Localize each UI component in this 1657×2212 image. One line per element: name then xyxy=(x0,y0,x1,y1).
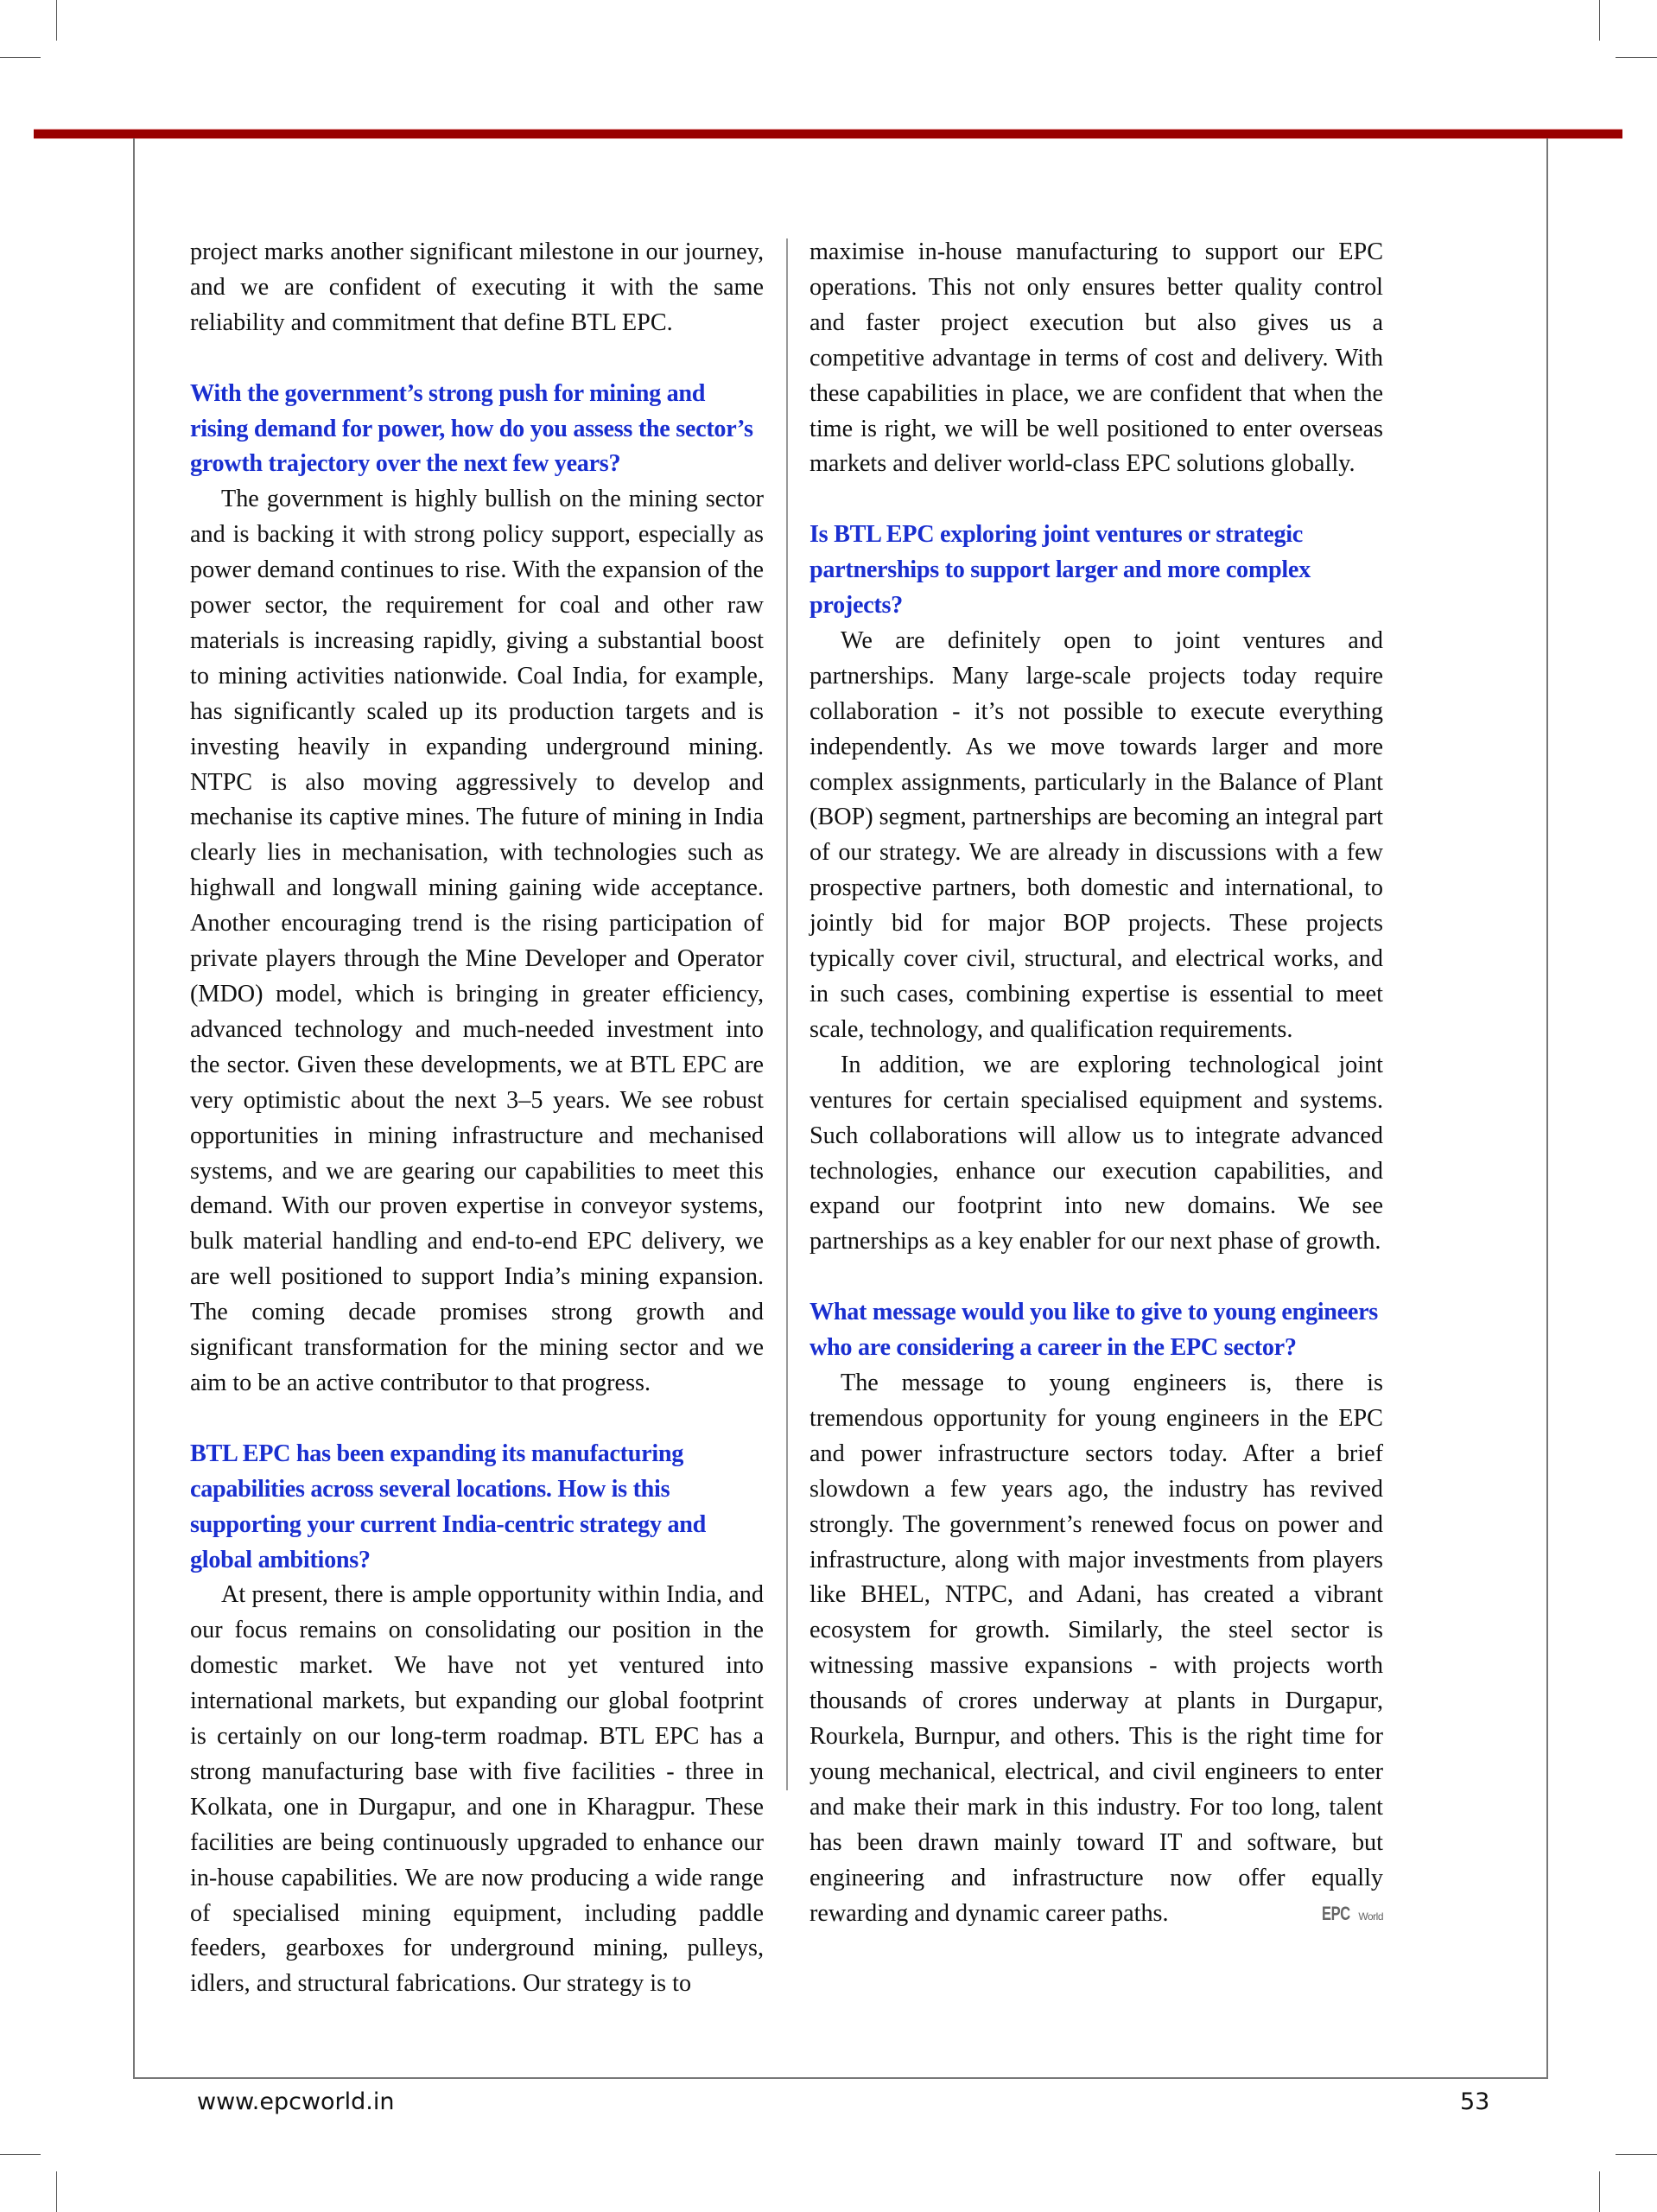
question-young-engineers: What message would you like to give to young engineers who are considering a career in the EPC sector? xyxy=(809,1299,1378,1362)
answer-young-engineers-text: The message to young engineers is, there is tremendous opportunity for young engineers in the EPC and power infrastructure sectors today. After a brief slowdown a few years ago, the industry has revived strongly. The government’s renewed focus on power and infrastructure, along with major investments from players like BHEL, NTPC, and Adani, has created a vibrant ecosystem for growth. Similarly, the steel sector is witnessing massive expansions - with projects worth thousands of crores underway at plants in Durgapur, Rourkela, Burnpur, and others. This is the right time for young mechanical, electrical, and civil engineers to enter and make their mark in this industry. For too long, talent has been drawn mainly toward IT and software, but engineering and infrastructure now offer equally rewarding and dynamic career paths. xyxy=(809,1369,1383,1927)
header-accent-bar xyxy=(34,130,1622,138)
column-divider xyxy=(786,238,788,1790)
crop-mark-bottom-left-vertical xyxy=(56,2171,57,2212)
end-logo-world: World xyxy=(1358,1910,1383,1923)
left-column xyxy=(190,235,764,2002)
crop-mark-bottom-left-horizontal xyxy=(0,2154,41,2155)
right-column xyxy=(809,235,1383,1934)
answer-manufacturing-strategy-part2: maximise in-house manufacturing to support our EPC operations. This not only ensures better quality control and faster project execution but also gives us a competitive advantage in terms of cost and delivery. With these capabilities in place, we are confident that when the time is right, we will be well positioned to enter overseas markets and deliver world-class EPC solutions globally. xyxy=(809,238,1383,478)
crop-mark-bottom-right-horizontal xyxy=(1616,2154,1657,2155)
question-joint-ventures: Is BTL EPC exploring joint ventures or strategic partnerships to support larger and more complex projects? xyxy=(809,521,1311,620)
crop-mark-top-right-vertical xyxy=(1599,0,1600,41)
crop-mark-top-left-vertical xyxy=(56,0,57,41)
answer-manufacturing-strategy-part1: At present, there is ample opportunity within India, and our focus remains on consolidating our position in the domestic market. We have not yet ventured into international markets, but expanding our global footprint is certainly on our long-term roadmap. BTL EPC has a strong manufacturing base with five facilities - three in Kolkata, one in Durgapur, and one in Kharagpur. These facilities are being continuously upgraded to enhance our in-house capabilities. We are now producing a wide range of specialised mining equipment, including paddle feeders, gearboxes for underground mining, pulleys, idlers, and structural fabrications. Our strategy is to xyxy=(190,1581,764,1998)
answer-joint-ventures-p2: In addition, we are exploring technological joint ventures for certain specialised equipment and systems. Such collaborations will allow us to integrate advanced technologies, enhance our execution capabilities, and expand our footprint into new domains. We see partnerships as a key enabler for our next phase of growth. xyxy=(809,1051,1383,1255)
page-number: 53 xyxy=(1460,2088,1490,2115)
question-mining-growth: With the government’s strong push for mining and rising demand for power, how do you assess the sector’s growth trajectory over the next few years? xyxy=(190,379,753,478)
intro-continuation: project marks another significant milestone in our journey, and we are confident of executing it with the same reliability and commitment that define BTL EPC. xyxy=(190,238,764,336)
end-logo-epc: EPC xyxy=(1321,1902,1350,1924)
answer-young-engineers xyxy=(809,1366,1383,1932)
crop-mark-top-right-horizontal xyxy=(1616,57,1657,58)
crop-mark-top-left-horizontal xyxy=(0,57,41,58)
footer-website-url[interactable]: www.epcworld.in xyxy=(197,2088,395,2115)
crop-mark-bottom-right-vertical xyxy=(1599,2171,1600,2212)
epc-world-end-logo xyxy=(1259,1897,1383,1935)
answer-joint-ventures-p1: We are definitely open to joint ventures and partnerships. Many large-scale projects today require collaboration - it’s not possible to execute everything independently. As we move towards larger and more complex assignments, particularly in the Balance of Plant (BOP) segment, partnerships are becoming an integral part of our strategy. We are already in discussions with a few prospective partners, both domestic and international, to jointly bid for major BOP projects. These projects typically cover civil, structural, and electrical works, and in such cases, combining expertise is essential to meet scale, technology, and qualification requirements. xyxy=(809,626,1383,1043)
answer-mining-growth: The government is highly bullish on the mining sector and is backing it with strong policy support, especially as power demand continues to rise. With the expansion of the power sector, the requirement for coal and other raw materials is increasing rapidly, giving a substantial boost to mining activities nationwide. Coal India, for example, has significantly scaled up its production targets and is investing heavily in expanding underground mining. NTPC is also moving aggressively to develop and mechanise its captive mines. The future of mining in India clearly lies in mechanisation, with technologies such as highwall and longwall mining gaining wide acceptance. Another encouraging trend is the rising participation of private players through the Mine Developer and Operator (MDO) model, which is bringing in greater efficiency, advanced technology and much-needed investment into the sector. Given these developments, we at BTL EPC are very optimistic about the next 3–5 years. We see robust opportunities in mining infrastructure and mechanised systems, and we are gearing our capabilities to meet this demand. With our proven expertise in conveyor systems, bulk material handling and end-to-end EPC delivery, we are well positioned to support India’s mining expansion. The coming decade promises strong growth and significant transformation for the mining sector and we aim to be an active contributor to that progress. xyxy=(190,486,764,1396)
question-manufacturing-strategy: BTL EPC has been expanding its manufacturing capabilities across several locations. How is this supporting your current India-centric strategy and global ambitions? xyxy=(190,1440,707,1573)
